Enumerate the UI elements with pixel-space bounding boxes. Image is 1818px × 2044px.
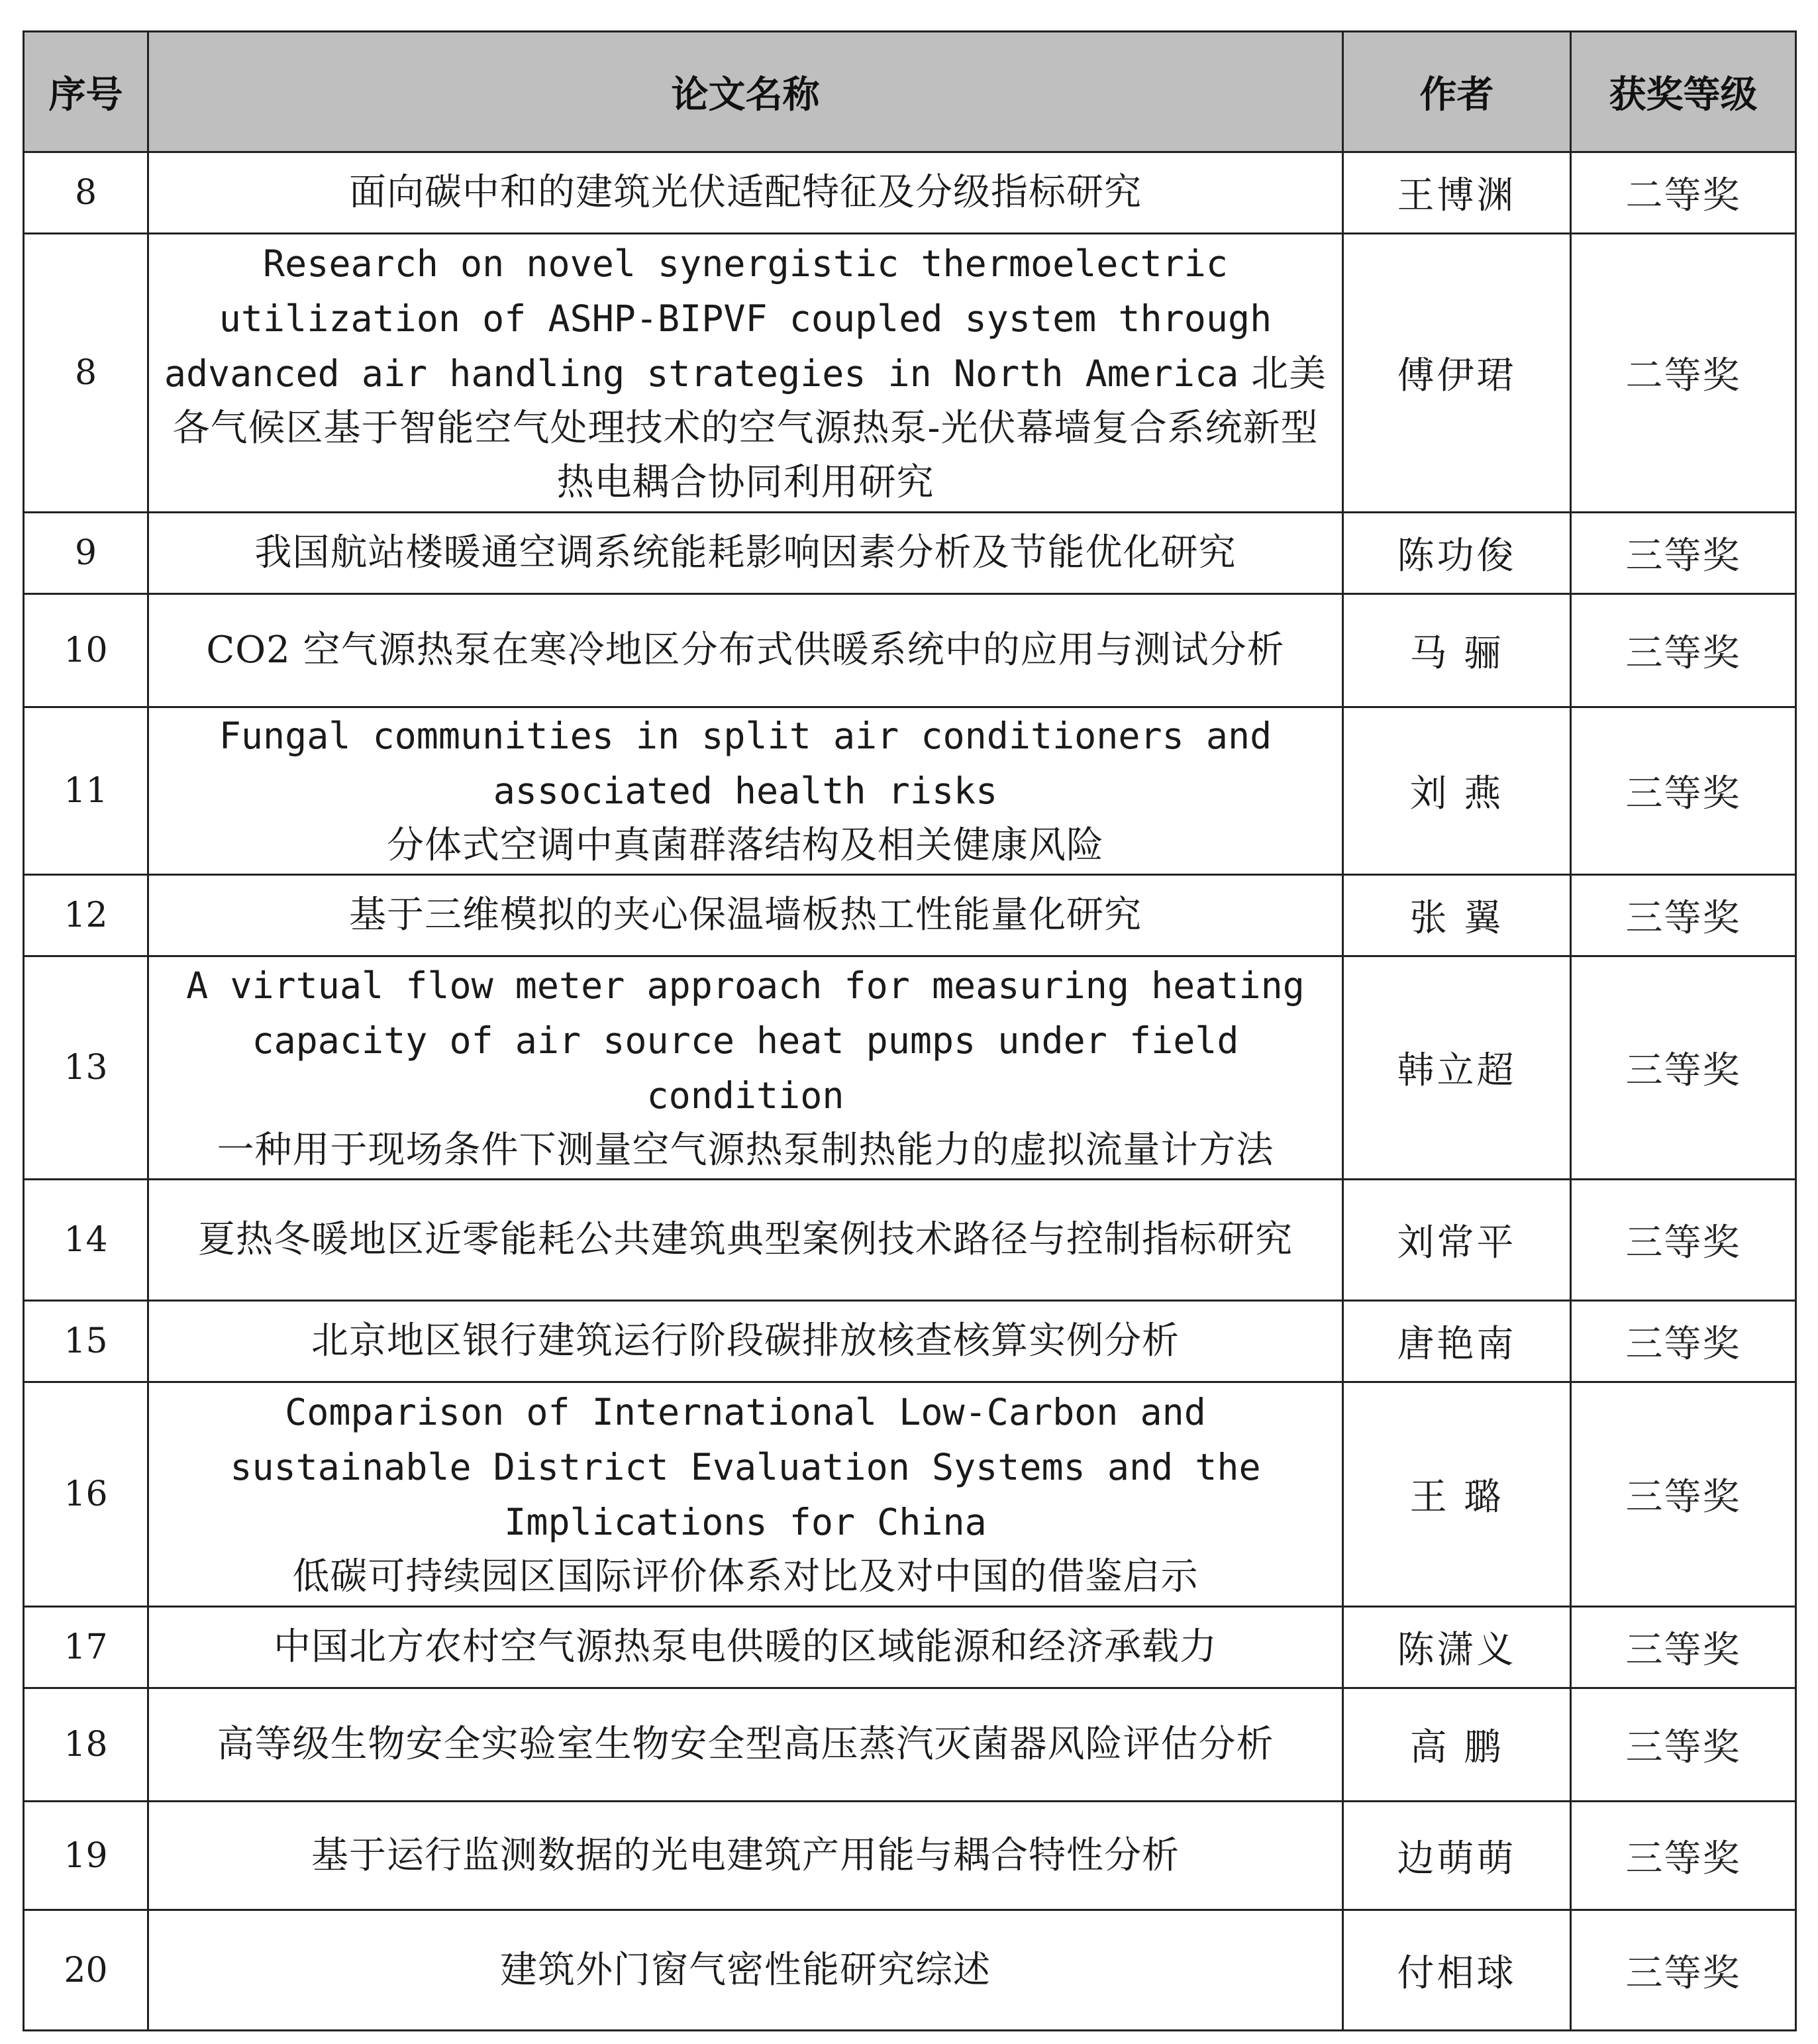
row-no: 11 xyxy=(24,707,148,875)
row-title xyxy=(148,234,1343,513)
row-title xyxy=(148,594,1343,707)
row-author: 高 鹏 xyxy=(1343,1688,1571,1802)
title-zh: CO2 空气源热泵在寒冷地区分布式供暖系统中的应用与测试分析 xyxy=(206,629,1285,672)
title-zh: 分体式空调中真菌群落结构及相关健康风险 xyxy=(387,824,1104,867)
table-row xyxy=(24,594,1796,707)
title-zh: 基于三维模拟的夹心保温墙板热工性能量化研究 xyxy=(349,894,1142,937)
row-title xyxy=(148,513,1343,594)
table-row xyxy=(24,234,1796,513)
title-zh: 面向碳中和的建筑光伏适配特征及分级指标研究 xyxy=(349,171,1142,214)
row-no: 16 xyxy=(24,1382,148,1607)
row-author: 唐艳南 xyxy=(1343,1301,1571,1382)
row-award: 三等奖 xyxy=(1571,956,1796,1180)
row-award: 三等奖 xyxy=(1571,875,1796,956)
row-title xyxy=(148,1607,1343,1688)
row-author: 陈潇义 xyxy=(1343,1607,1571,1688)
title-en: A virtual flow meter approach for measuring heating capacity of air source heat pumps under field condition xyxy=(186,964,1305,1117)
title-zh: 北京地区银行建筑运行阶段碳排放核查核算实例分析 xyxy=(311,1319,1180,1362)
row-title xyxy=(148,1910,1343,2031)
header-title: 论文名称 xyxy=(148,32,1343,152)
title-en: Fungal communities in split air conditioners and associated health risks xyxy=(219,715,1272,812)
row-title xyxy=(148,1180,1343,1301)
row-author: 陈功俊 xyxy=(1343,513,1571,594)
row-no: 8 xyxy=(24,234,148,513)
row-no: 8 xyxy=(24,152,148,234)
table-row xyxy=(24,1910,1796,2031)
row-title xyxy=(148,1688,1343,1802)
row-no: 12 xyxy=(24,875,148,956)
row-no: 10 xyxy=(24,594,148,707)
row-award: 二等奖 xyxy=(1571,152,1796,234)
row-no: 14 xyxy=(24,1180,148,1301)
title-zh: 低碳可持续园区国际评价体系对比及对中国的借鉴启示 xyxy=(292,1555,1199,1598)
header-author: 作者 xyxy=(1343,32,1571,152)
table-row xyxy=(24,152,1796,234)
row-no: 9 xyxy=(24,513,148,594)
row-author: 边萌萌 xyxy=(1343,1802,1571,1910)
row-title xyxy=(148,1802,1343,1910)
row-author: 王 璐 xyxy=(1343,1382,1571,1607)
row-no: 20 xyxy=(24,1910,148,2031)
row-author: 刘 燕 xyxy=(1343,707,1571,875)
table-row xyxy=(24,707,1796,875)
title-en: Comparison of International Low-Carbon and sustainable District Evaluation Systems and the Implications for China xyxy=(230,1390,1261,1543)
table-row xyxy=(24,1301,1796,1382)
row-award: 三等奖 xyxy=(1571,1607,1796,1688)
title-zh: 一种用于现场条件下测量空气源热泵制热能力的虚拟流量计方法 xyxy=(217,1128,1274,1172)
row-award: 三等奖 xyxy=(1571,1688,1796,1802)
row-award: 二等奖 xyxy=(1571,234,1796,513)
table-row xyxy=(24,956,1796,1180)
header-no: 序号 xyxy=(24,32,148,152)
awards-table xyxy=(23,30,1797,2031)
row-author: 傅伊珺 xyxy=(1343,234,1571,513)
row-title xyxy=(148,1382,1343,1607)
title-zh: 高等级生物安全实验室生物安全型高压蒸汽灭菌器风险评估分析 xyxy=(217,1723,1274,1766)
table-row xyxy=(24,513,1796,594)
row-award: 三等奖 xyxy=(1571,1180,1796,1301)
row-author: 付相球 xyxy=(1343,1910,1571,2031)
title-zh: 建筑外门窗气密性能研究综述 xyxy=(500,1948,991,1992)
header-row xyxy=(24,32,1796,152)
title-zh: 基于运行监测数据的光电建筑产用能与耦合特性分析 xyxy=(311,1833,1180,1877)
row-award: 三等奖 xyxy=(1571,1382,1796,1607)
table-row xyxy=(24,875,1796,956)
row-award: 三等奖 xyxy=(1571,513,1796,594)
row-author: 刘常平 xyxy=(1343,1180,1571,1301)
row-title xyxy=(148,152,1343,234)
title-zh: 夏热冬暖地区近零能耗公共建筑典型案例技术路径与控制指标研究 xyxy=(198,1218,1293,1261)
row-award: 三等奖 xyxy=(1571,1910,1796,2031)
title-zh: 中国北方农村空气源热泵电供暖的区域能源和经济承载力 xyxy=(274,1625,1217,1668)
table-row xyxy=(24,1382,1796,1607)
row-award: 三等奖 xyxy=(1571,1802,1796,1910)
table-row xyxy=(24,1802,1796,1910)
title-zh: 我国航站楼暖通空调系统能耗影响因素分析及节能优化研究 xyxy=(254,531,1237,574)
row-no: 19 xyxy=(24,1802,148,1910)
row-author: 马 骊 xyxy=(1343,594,1571,707)
row-author: 韩立超 xyxy=(1343,956,1571,1180)
row-no: 17 xyxy=(24,1607,148,1688)
row-no: 15 xyxy=(24,1301,148,1382)
row-title xyxy=(148,1301,1343,1382)
table-row xyxy=(24,1607,1796,1688)
title-zh: 北美各气候区基于智能空气处理技术的空气源热泵-光伏幕墙复合系统新型热电耦合协同利用研究 xyxy=(172,352,1327,504)
row-no: 18 xyxy=(24,1688,148,1802)
row-title xyxy=(148,875,1343,956)
row-title xyxy=(148,956,1343,1180)
row-award: 三等奖 xyxy=(1571,707,1796,875)
row-author: 王博渊 xyxy=(1343,152,1571,234)
title-en: Research on novel synergistic thermoelectric utilization of ASHP-BIPVF coupled system through advanced air handling strategies in North America xyxy=(164,242,1272,395)
row-no: 13 xyxy=(24,956,148,1180)
row-award: 三等奖 xyxy=(1571,594,1796,707)
row-author: 张 翼 xyxy=(1343,875,1571,956)
row-title xyxy=(148,707,1343,875)
header-award: 获奖等级 xyxy=(1571,32,1796,152)
table-row xyxy=(24,1688,1796,1802)
table-row xyxy=(24,1180,1796,1301)
row-award: 三等奖 xyxy=(1571,1301,1796,1382)
